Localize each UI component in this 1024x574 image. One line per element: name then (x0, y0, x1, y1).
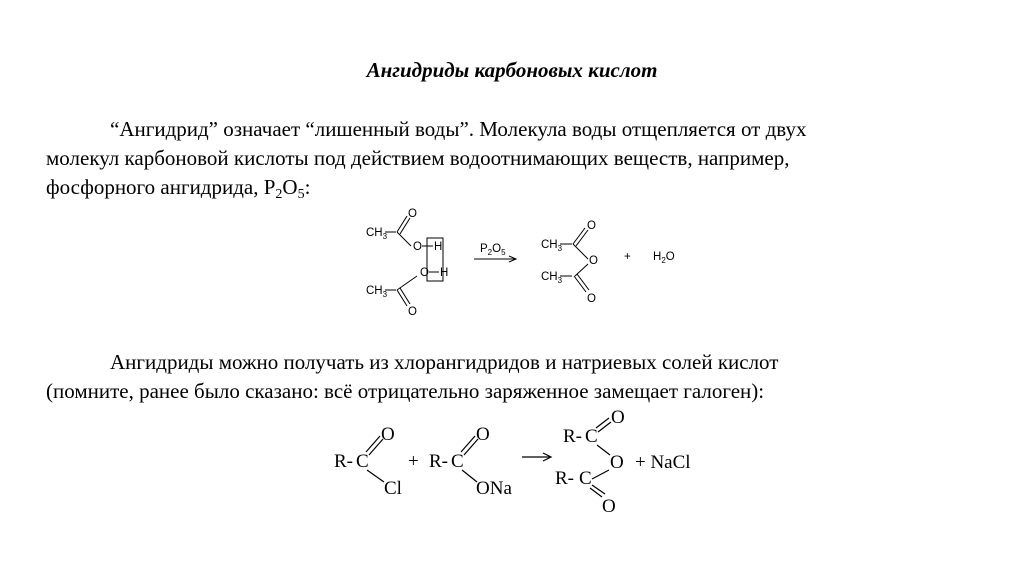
bond (592, 485, 605, 494)
anhydride-top-r: R- (563, 426, 582, 447)
product-top-ch3: $CH_3$ (541, 239, 563, 253)
formula-o: O (282, 175, 298, 199)
formula-sub-5: 5 (297, 187, 305, 202)
formula-colon: : (304, 175, 311, 199)
left-top-hydroxyl-o: O (413, 241, 422, 253)
anhydride-bridge-o: O (610, 452, 624, 473)
bond (367, 470, 384, 482)
salt-r: R- (429, 451, 448, 472)
bond (598, 422, 611, 432)
product-bottom-ch3: $CH_3$ (541, 271, 563, 285)
plus-1: + (408, 451, 419, 472)
acyl-chloride-r: R- (334, 451, 353, 472)
bond (596, 418, 609, 428)
acyl-chloride-cl: Cl (384, 478, 402, 499)
anhydride-bottom-o: O (602, 496, 616, 517)
product-bottom-carbonyl-o: O (587, 293, 596, 305)
left-top-ch3: $CH_3$ (366, 227, 388, 241)
paragraph-1-line-2: молекул карбоновой кислоты под действием водоотнимающих веществ, например, (46, 146, 790, 170)
bond (597, 445, 610, 455)
scheme1-plus: + (624, 251, 631, 263)
anhydride-bottom-c: C (579, 468, 592, 489)
left-bottom-ch3: $CH_3$ (366, 285, 388, 299)
bond (462, 470, 477, 482)
anhydride-bottom-r: R- (555, 468, 574, 489)
left-bottom-carbonyl-o: O (408, 306, 417, 318)
formula-sub-2: 2 (275, 187, 283, 202)
salt-o: O (476, 424, 490, 445)
product-top-carbonyl-o: O (587, 220, 596, 232)
acyl-chloride-o: O (381, 424, 395, 445)
acyl-chloride-c: C (356, 451, 369, 472)
left-top-carbonyl-o: O (408, 208, 417, 220)
reagent-p2o5: $P_2O_5$ (480, 243, 506, 257)
product-bridge-o: O (589, 255, 598, 267)
formula-p: P (263, 175, 276, 199)
left-bottom-hydroxyl-o: O (420, 267, 429, 279)
paragraph-1-line-1: “Ангидрид” означает “лишенный воды”. Молекула воды отщепляется от двух (110, 117, 807, 141)
left-bottom-hydroxyl-h: H (440, 267, 449, 279)
anhydride-top-o: O (611, 407, 625, 428)
salt-c: C (451, 451, 464, 472)
paragraph-1-line-3-text: фосфорного ангидрида, (46, 175, 264, 199)
bond (592, 470, 609, 479)
paragraph-2-line-1: Ангидриды можно получать из хлорангидридов и натриевых солей кислот (110, 350, 779, 374)
anhydride-top-c: C (585, 426, 598, 447)
page-title: Ангидриды карбоновых кислот (366, 58, 658, 82)
water-formula: $H_2O$ (653, 251, 675, 265)
bond (590, 488, 602, 497)
left-top-hydroxyl-h: H (434, 241, 443, 253)
plus-nacl: + NaCl (635, 452, 691, 473)
salt-ona: ONa (476, 478, 512, 499)
paragraph-2-line-2: (помните, ранее было сказано: всё отрицательно заряженное замещает галоген): (46, 379, 765, 403)
